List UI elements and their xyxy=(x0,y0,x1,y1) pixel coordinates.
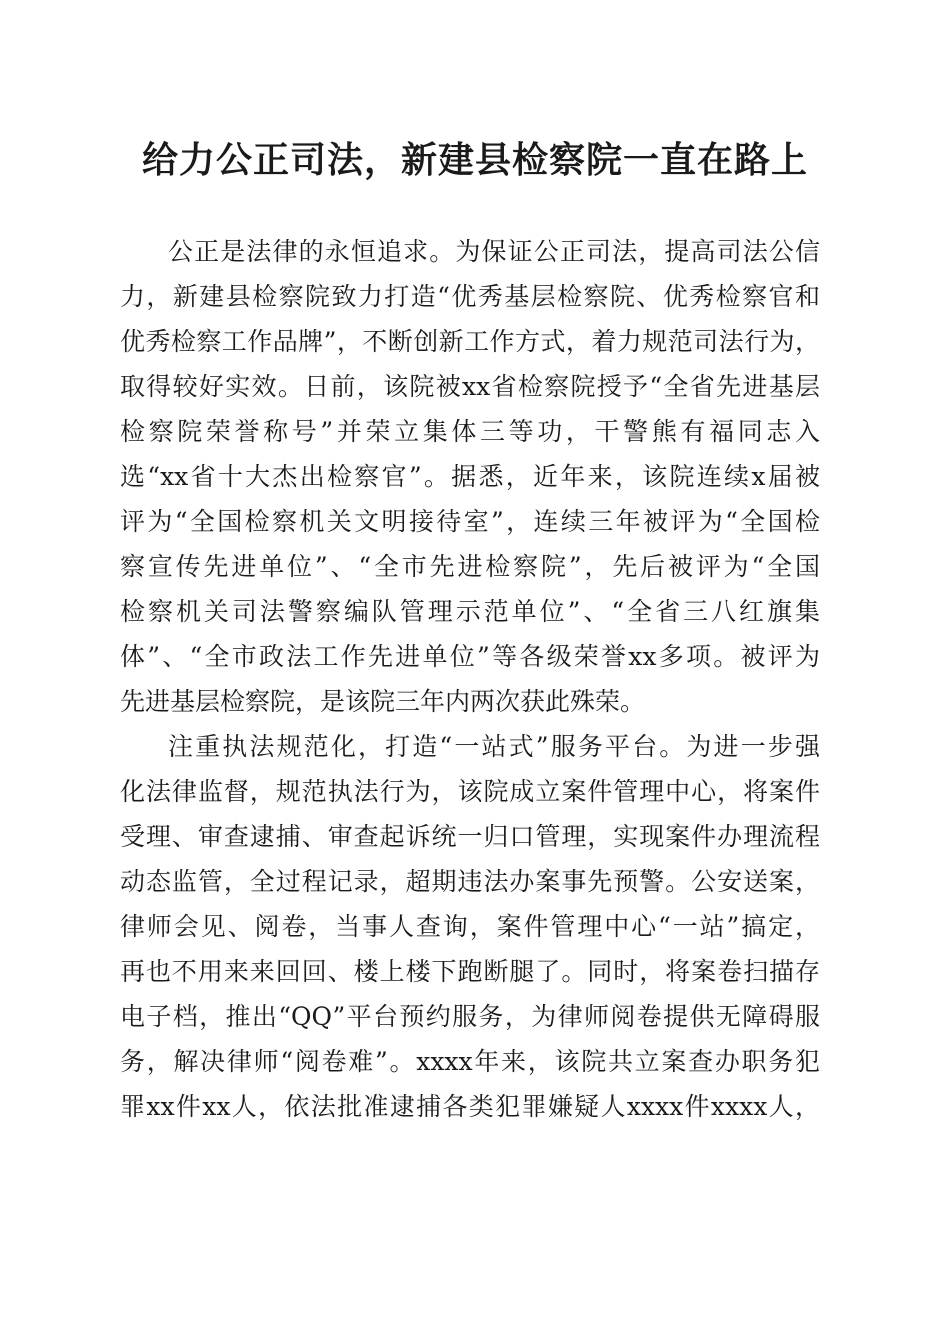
text-line: 受理、审查逮捕、审查起诉统一归口管理，实现案件办理流程 xyxy=(120,822,820,851)
text-line: 罪xx件xx人，依法批准逮捕各类犯罪嫌疑人xxxx件xxxx人， xyxy=(120,1092,820,1121)
text-line: 选“xx省十大杰出检察官”。据悉，近年来，该院连续x届被 xyxy=(120,462,820,491)
text-line: 先进基层检察院，是该院三年内两次获此殊荣。 xyxy=(120,687,646,716)
text-line: 检察机关司法警察编队管理示范单位”、“全省三八红旗集 xyxy=(120,597,820,626)
text-line: 律师会见、阅卷，当事人查询，案件管理中心“一站”搞定， xyxy=(120,912,820,941)
text-line: 优秀检察工作品牌”，不断创新工作方式，着力规范司法行为， xyxy=(120,327,820,356)
text-line: 评为“全国检察机关文明接待室”，连续三年被评为“全国检 xyxy=(120,507,820,536)
text-line: 再也不用来来回回、楼上楼下跑断腿了。同时，将案卷扫描存 xyxy=(120,957,820,986)
text-line: 取得较好实效。日前，该院被xx省检察院授予“全省先进基层 xyxy=(120,372,820,401)
text-line: 公正是法律的永恒追求。为保证公正司法，提高司法公信 xyxy=(168,237,820,266)
text-line: 察宣传先进单位”、“全市先进检察院”，先后被评为“全国 xyxy=(120,552,820,581)
text-line: 体”、“全市政法工作先进单位”等各级荣誉xx多项。被评为 xyxy=(120,642,820,671)
text-line: 注重执法规范化，打造“一站式”服务平台。为进一步强 xyxy=(168,732,820,761)
text-line: 务，解决律师“阅卷难”。xxxx年来，该院共立案查办职务犯 xyxy=(120,1047,820,1076)
text-line: 检察院荣誉称号”并荣立集体三等功，干警熊有福同志入 xyxy=(120,417,820,446)
text-line: 电子档，推出“QQ”平台预约服务，为律师阅卷提供无障碍服 xyxy=(120,1002,820,1031)
text-line: 化法律监督，规范执法行为，该院成立案件管理中心，将案件 xyxy=(120,777,820,806)
text-line: 力，新建县检察院致力打造“优秀基层检察院、优秀检察官和 xyxy=(120,282,820,311)
text-line: 动态监管，全过程记录，超期违法办案事先预警。公安送案， xyxy=(120,867,820,896)
document-title: 给力公正司法，新建县检察院一直在路上 xyxy=(141,139,808,181)
